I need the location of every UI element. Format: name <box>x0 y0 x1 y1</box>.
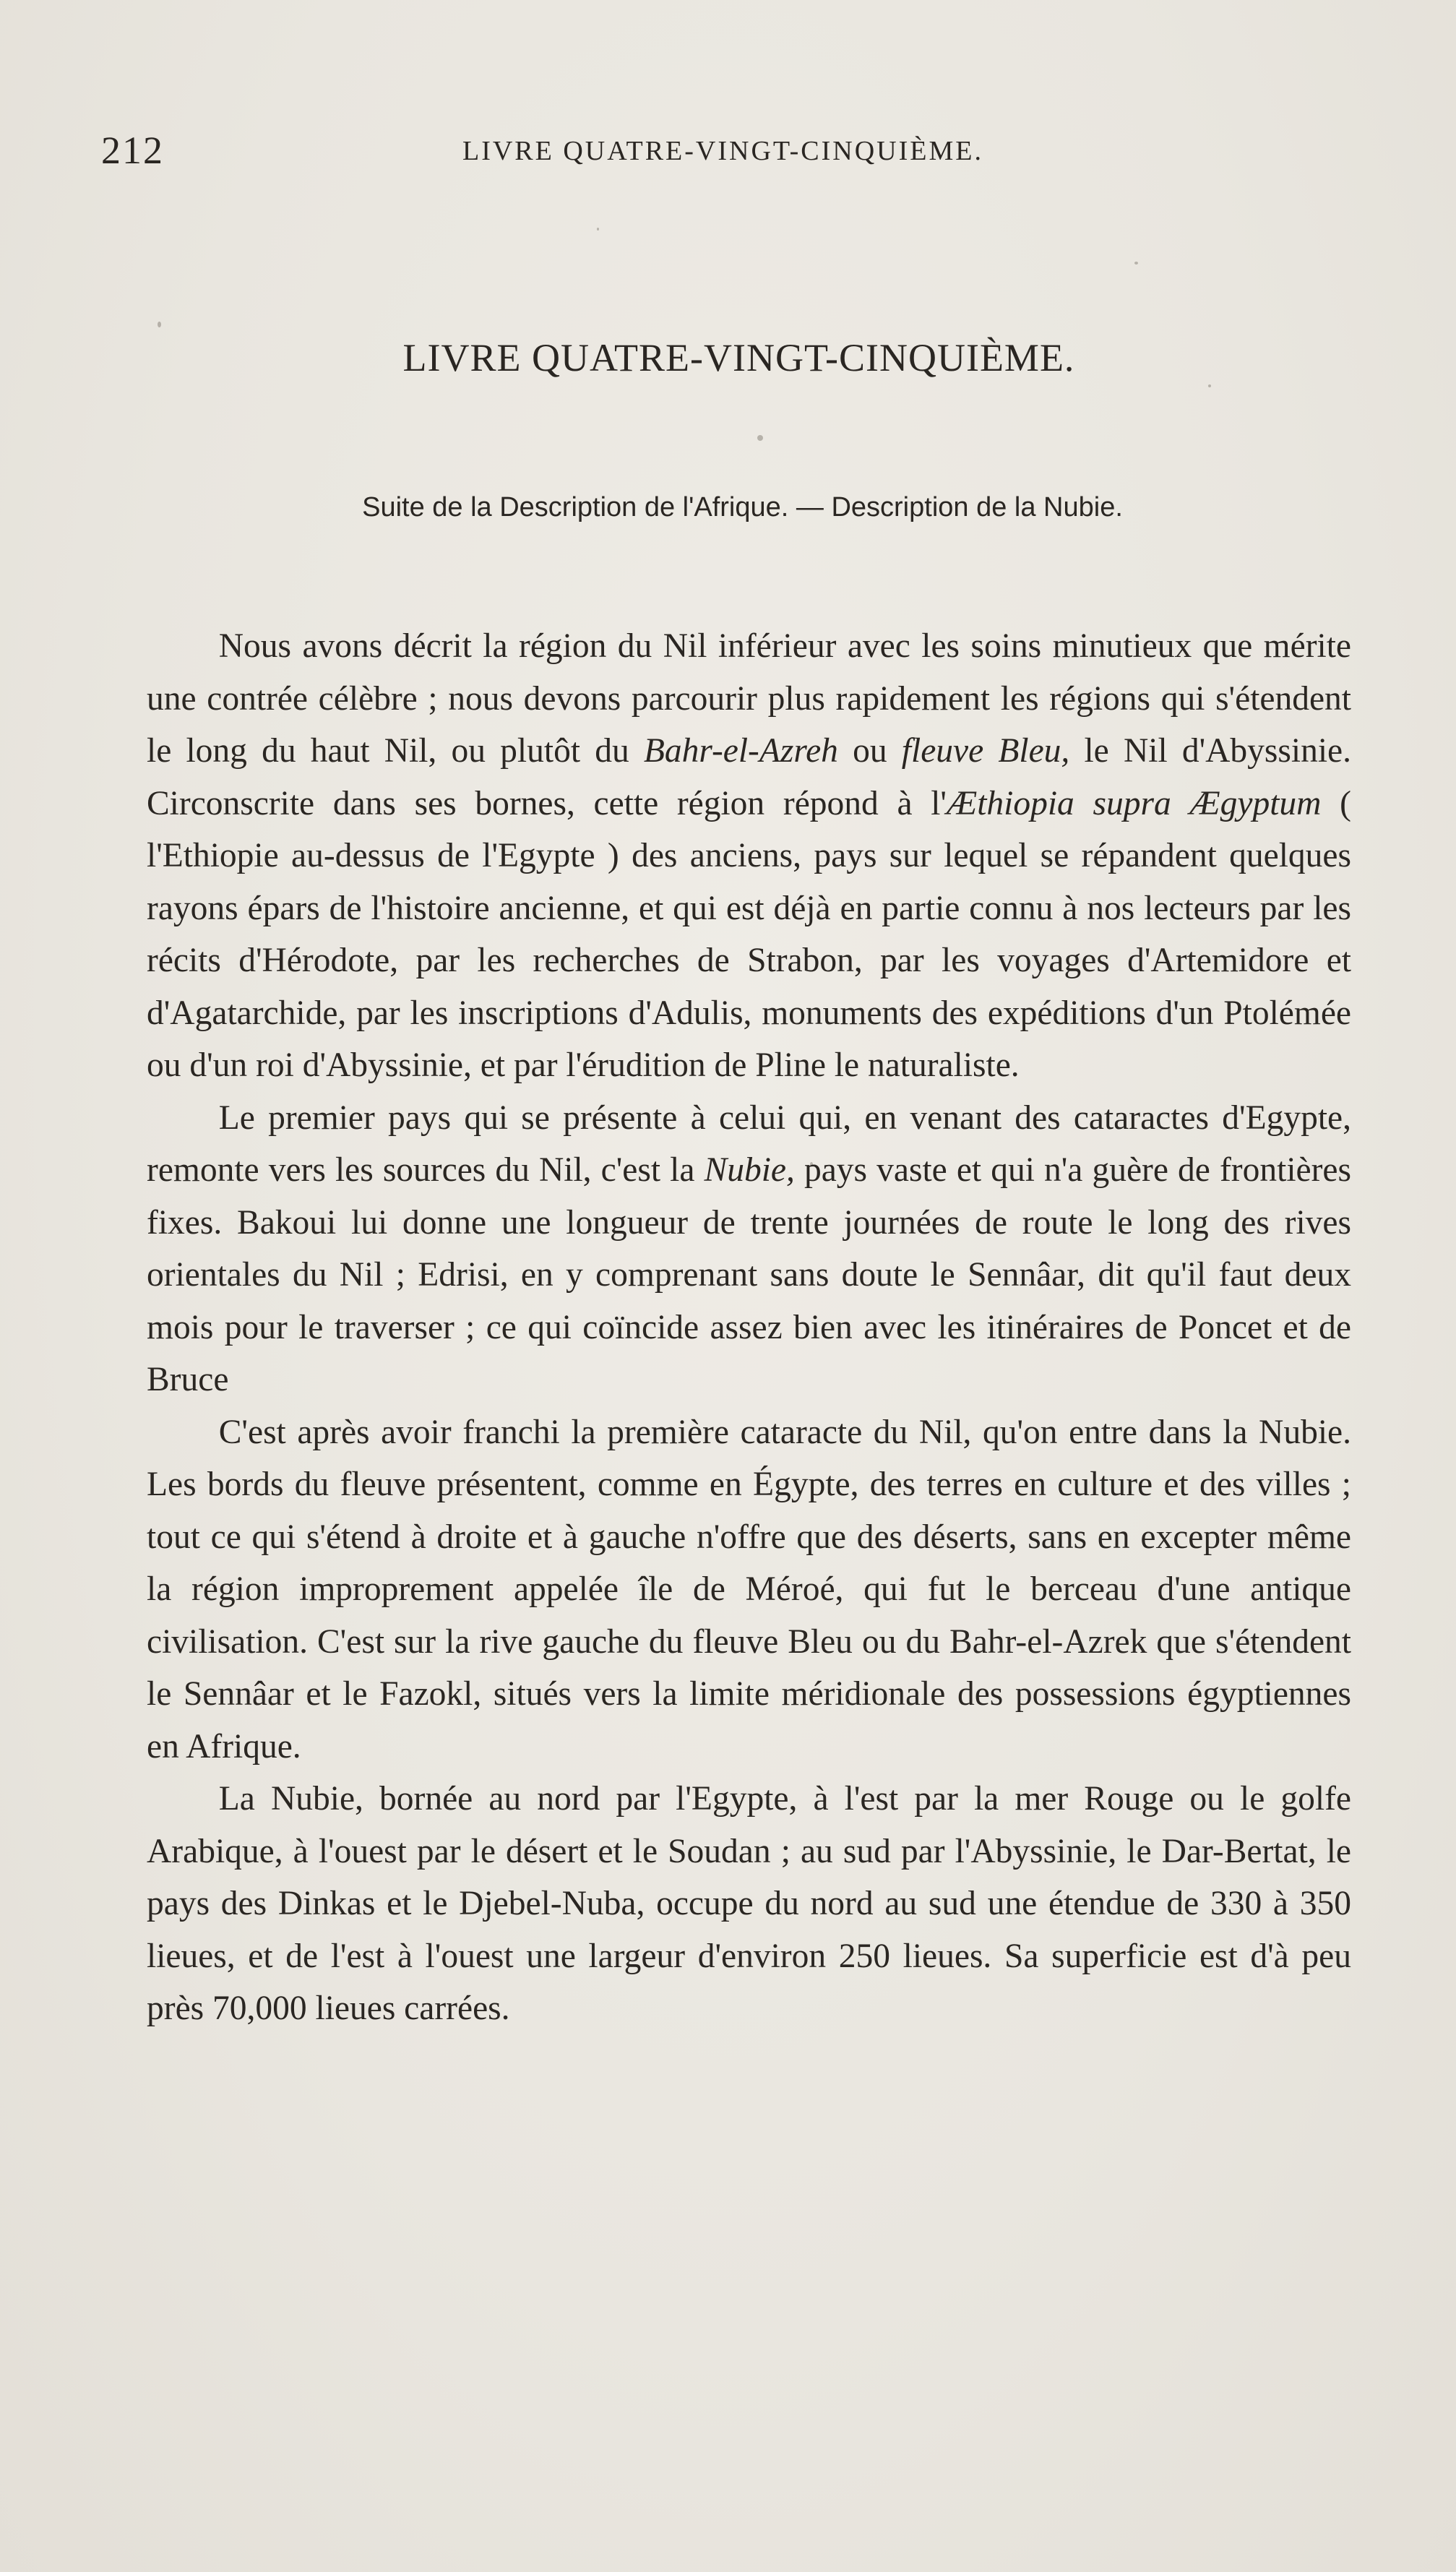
italic-run: Bahr-el-Azreh <box>643 732 838 770</box>
running-head <box>101 129 1362 172</box>
italic-run: Nubie, <box>704 1151 795 1189</box>
italic-run: Æthiopia supra Ægyptum <box>946 784 1322 822</box>
text-run: le Nil d'Abyssinie. Circonscrite dans ses bornes, cette région répond à l' <box>147 732 1352 822</box>
text-run: ( l'Ethiopie au-dessus de l'Egypte ) des anciens, pays sur lequel se répandent quelques rayons épars de l'histoire ancienne, et qui est déjà en partie connu à nos lecteurs par les récits d'Hérodote, par les recherches de Strabon, par les voyages d'Artemidore et d'Agatarchide, par les inscriptions d'Adulis, monuments des expéditions d'un Ptolémée ou d'un roi d'Abyssinie, et par l'érudition de Pline le naturaliste. <box>147 784 1351 1084</box>
text-run: La Nubie, bornée au nord par l'Egypte, à l'est par la mer Rouge ou le golfe Arabique, à l'ouest par le désert et le Soudan ; au sud par l'Abyssinie, le Dar-Bertat, le pays des Dinkas et le Djebel-Nuba, occupe du nord au sud une étendue de 330 à 350 lieues, et de l'est à l'ouest une largeur d'environ 250 lieues. Sa superficie est d'à peu près 70,000 lieues carrées. <box>147 1780 1351 2027</box>
running-title: LIVRE QUATRE-VINGT-CINQUIÈME. <box>462 136 983 166</box>
text-run: C'est après avoir franchi la première cataracte du Nil, qu'on entre dans la Nubie. Les bords du fleuve présentent, comme en Égypte, des terres en culture et des villes ; tout ce qui s'étend à droite et à gauche n'offre que des déserts, sans en excepter même la région improprement appelée île de Méroé, qui fut le berceau d'une antique civilisation. C'est sur la rive gauche du fleuve Bleu ou du Bahr-el-Azrek que s'étendent le Sennâar et le Fazokl, situés vers la limite méridionale des possessions égyptiennes en Afrique. <box>147 1413 1351 1765</box>
paragraph <box>147 1773 1351 2035</box>
italic-run: fleuve Bleu, <box>901 732 1070 770</box>
paragraph <box>147 1406 1351 1773</box>
text-run: pays vaste et qui n'a guère de frontières fixes. Bakoui lui donne une longueur de trente journées de route le long des rives orientales du Nil ; Edrisi, en y comprenant sans doute le Sennâar, dit qu'il faut deux mois pour le traverser ; ce qui coïncide assez bien avec les itinéraires de Poncet et de Bruce <box>147 1151 1351 1398</box>
book-title: LIVRE QUATRE-VINGT-CINQUIÈME. <box>402 336 1075 379</box>
page-number: 212 <box>101 129 164 172</box>
text-run: Le premier pays qui se présente à celui qui, en venant des cataractes d'Egypte, remonte vers les sources du Nil, c'est la <box>147 1098 1351 1189</box>
chapter-subtitle: Suite de la Description de l'Afrique. — Description de la Nubie. <box>362 492 1123 522</box>
text-run: ou <box>837 732 902 770</box>
body-text <box>147 620 1351 2035</box>
paragraph <box>147 620 1351 1092</box>
text-run: Nous avons décrit la région du Nil inférieur avec les soins minutieux que mérite une contrée célèbre ; nous devons parcourir plus rapidement les régions qui s'étendent le long du haut Nil, ou plutôt du <box>147 627 1351 770</box>
paragraph <box>147 1092 1351 1406</box>
